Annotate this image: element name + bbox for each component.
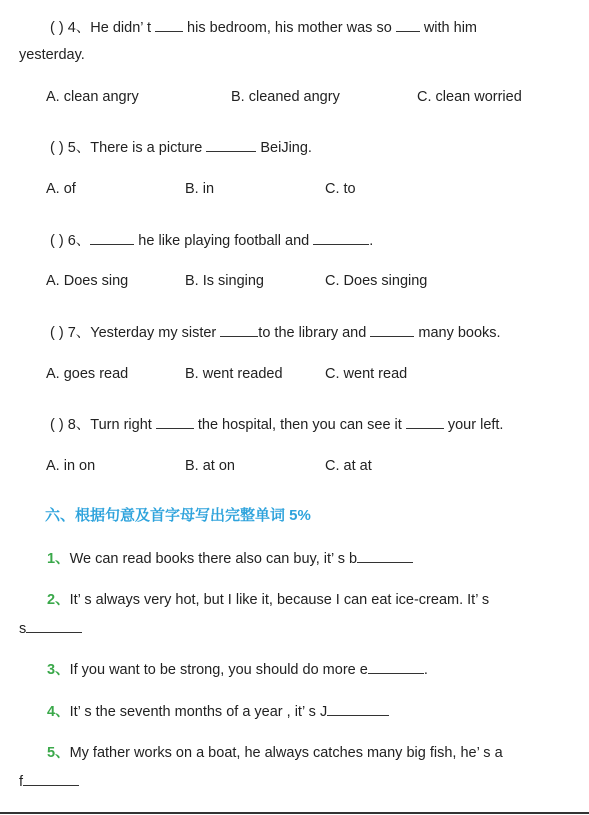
- s6-item-1: [47, 548, 413, 569]
- q7-blank-1[interactable]: [220, 322, 258, 337]
- q4-text-1: ( ) 4、He didn’ t: [50, 20, 156, 36]
- s6-item-2: [47, 590, 489, 610]
- q4-continuation: yesterday.: [19, 47, 85, 63]
- q7-text-3: many books.: [414, 325, 501, 341]
- q6-blank-2[interactable]: [313, 230, 369, 245]
- s6-item-3-end: .: [423, 662, 428, 678]
- s6-item-5-continuation: [19, 771, 79, 792]
- q8-text-1: ( ) 8、Turn right: [50, 417, 156, 433]
- q6-text-3: .: [369, 233, 374, 249]
- q8-option-b[interactable]: B. at on: [185, 458, 235, 474]
- page-bottom-rule: [0, 812, 589, 814]
- q4-option-a[interactable]: A. clean angry: [46, 89, 139, 105]
- question-7: [50, 322, 501, 343]
- q6-option-b[interactable]: B. Is singing: [185, 273, 264, 289]
- s6-item-2-continuation: [19, 618, 82, 639]
- q8-blank-2[interactable]: [406, 414, 444, 429]
- s6-item-5-number: 5、: [47, 745, 70, 761]
- q5-option-c[interactable]: C. to: [325, 181, 356, 197]
- s6-item-3-text: If you want to be strong, you should do more e: [69, 662, 368, 678]
- s6-item-4-number: 4、: [47, 704, 70, 720]
- s6-item-4-text: It’ s the seventh months of a year , it’ s J: [69, 704, 328, 720]
- s6-item-5-initial: f: [19, 774, 24, 790]
- s6-item-5: [47, 743, 503, 763]
- q5-text-2: BeiJing.: [256, 140, 312, 156]
- q4-text-2: his bedroom, his mother was so: [183, 20, 396, 36]
- q8-option-c[interactable]: C. at at: [325, 458, 372, 474]
- q7-option-b[interactable]: B. went readed: [185, 366, 283, 382]
- s6-item-3: [47, 659, 428, 680]
- q7-blank-2[interactable]: [370, 322, 414, 337]
- q4-blank-2[interactable]: [396, 17, 420, 32]
- q7-text-1: ( ) 7、Yesterday my sister: [50, 325, 221, 341]
- s6-item-2-number: 2、: [47, 592, 70, 608]
- q7-option-c[interactable]: C. went read: [325, 366, 408, 382]
- question-5: [50, 137, 312, 158]
- q8-text-2: the hospital, then you can see it: [193, 417, 406, 433]
- q7-text-2: to the library and: [258, 325, 371, 341]
- q5-blank-1[interactable]: [206, 137, 256, 152]
- question-6: [50, 230, 373, 251]
- question-8: [50, 414, 503, 435]
- s6-item-2-blank[interactable]: [26, 618, 82, 633]
- s6-item-3-blank[interactable]: [368, 659, 424, 674]
- s6-item-5-text: My father works on a boat, he always catches many big fish, he’ s a: [69, 745, 503, 761]
- q6-option-c[interactable]: C. Does singing: [325, 273, 428, 289]
- s6-item-2-initial: s: [19, 621, 27, 637]
- s6-item-2-text: It’ s always very hot, but I like it, because I can eat ice-cream. It’ s: [69, 592, 490, 608]
- q4-blank-1[interactable]: [155, 17, 183, 32]
- s6-item-3-number: 3、: [47, 662, 70, 678]
- q8-option-a[interactable]: A. in on: [46, 458, 96, 474]
- q6-option-a[interactable]: A. Does sing: [46, 273, 129, 289]
- q8-blank-1[interactable]: [156, 414, 194, 429]
- s6-item-1-blank[interactable]: [357, 548, 413, 563]
- s6-item-4-blank[interactable]: [327, 701, 389, 716]
- q5-option-b[interactable]: B. in: [185, 181, 215, 197]
- q6-blank-1[interactable]: [90, 230, 134, 245]
- q5-option-a[interactable]: A. of: [46, 181, 76, 197]
- q4-option-b[interactable]: B. cleaned angry: [231, 89, 340, 105]
- q6-text-2: he like playing football and: [134, 233, 314, 249]
- q5-text-1: ( ) 5、There is a picture: [50, 140, 207, 156]
- q4-option-c[interactable]: C. clean worried: [417, 89, 522, 105]
- q6-text-1: ( ) 6、: [50, 233, 91, 249]
- q8-text-3: your left.: [443, 417, 504, 433]
- s6-item-4: [47, 701, 389, 722]
- question-4: [50, 17, 477, 38]
- s6-item-5-blank[interactable]: [23, 771, 79, 786]
- q4-text-3: with him: [419, 20, 478, 36]
- section-6-title: 六、根据句意及首字母写出完整单词 5%: [45, 507, 311, 524]
- q7-option-a[interactable]: A. goes read: [46, 366, 129, 382]
- s6-item-1-number: 1、: [47, 551, 70, 567]
- s6-item-1-text: We can read books there also can buy, it’ s b: [69, 551, 358, 567]
